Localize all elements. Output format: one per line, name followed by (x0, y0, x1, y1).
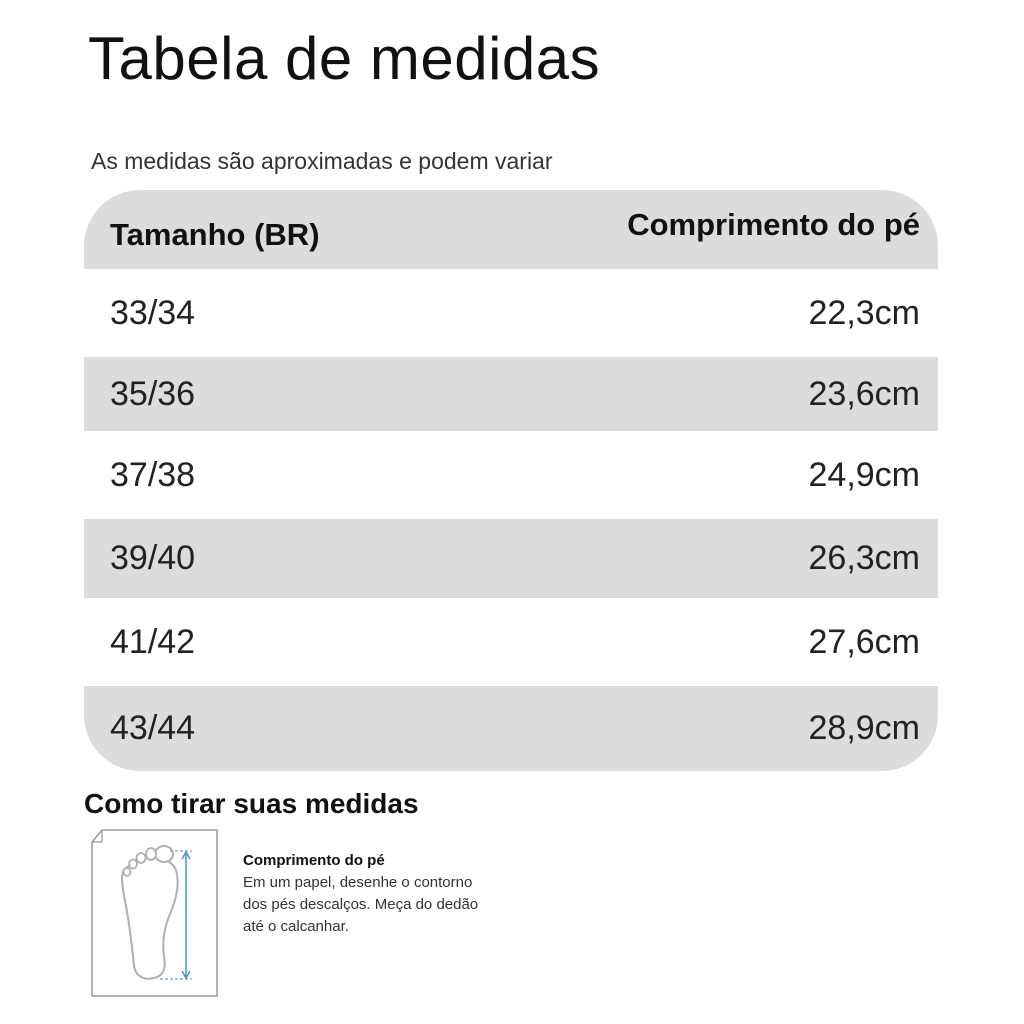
length-cell: 26,3cm (808, 539, 920, 577)
instruction-line: Em um papel, desenhe o contorno (243, 874, 473, 891)
foot-outline-on-paper-icon (88, 828, 222, 1002)
table-row (84, 519, 938, 598)
header-size: Tamanho (BR) (110, 216, 320, 252)
length-cell: 27,6cm (808, 622, 920, 661)
length-cell: 28,9cm (808, 709, 920, 747)
size-cell: 35/36 (110, 374, 196, 413)
table-header (84, 190, 938, 269)
instruction-title: Comprimento do pé (243, 852, 385, 869)
length-cell: 23,6cm (808, 374, 920, 413)
instruction-line: até o calcanhar. (243, 918, 349, 935)
size-cell: 41/42 (110, 622, 196, 661)
size-table (84, 190, 938, 771)
size-cell: 39/40 (110, 539, 196, 577)
page-title: Tabela de medidas (88, 25, 601, 92)
size-cell: 37/38 (110, 455, 196, 494)
length-cell: 22,3cm (808, 293, 920, 332)
table-row (84, 431, 938, 519)
size-cell: 33/34 (110, 293, 196, 332)
size-cell: 43/44 (110, 709, 196, 747)
length-cell: 24,9cm (808, 455, 920, 494)
header-foot-length: Comprimento do pé (627, 206, 920, 242)
instruction-line: dos pés descalços. Meça do dedão (243, 896, 479, 913)
how-to-heading: Como tirar suas medidas (84, 788, 419, 819)
table-row (84, 269, 938, 357)
page-subtitle: As medidas são aproximadas e podem variar (91, 148, 553, 174)
table-row (84, 357, 938, 431)
table-row (84, 598, 938, 686)
how-to-instructions (243, 850, 523, 938)
table-row (84, 686, 938, 771)
